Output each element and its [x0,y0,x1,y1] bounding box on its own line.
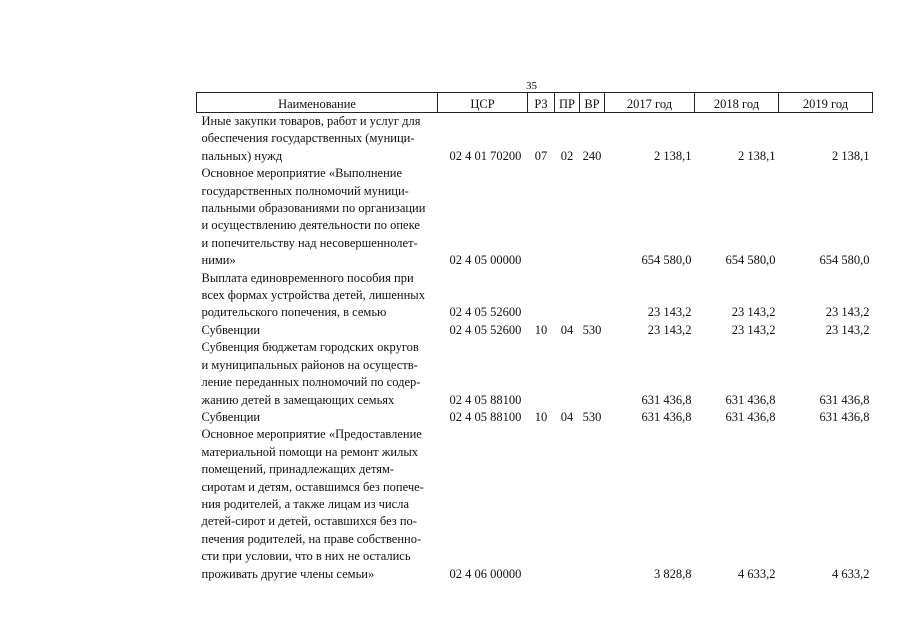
row-value-2019: 631 436,8 [819,392,870,407]
row-value-2017: 631 436,8 [641,392,692,407]
row-rz [528,426,555,583]
row-value-2017: 654 580,0 [641,253,692,268]
row-name-line: сти при условии, что в них не остались [201,549,411,564]
table-row [197,339,873,409]
row-value-2018: 23 143,2 [731,322,776,337]
row-rz: 10 [534,322,548,337]
header-csr: ЦСР [438,93,528,113]
table-row [197,165,873,269]
row-vr [580,270,605,322]
row-csr: 02 4 05 00000 [449,253,522,268]
header-rz: РЗ [528,93,555,113]
row-csr: 02 4 05 88100 [449,392,522,407]
row-name [197,426,438,583]
row-name-line: Иные закупки товаров, работ и услуг для [201,114,421,128]
row-value-2018: 4 633,2 [738,566,776,581]
row-pr [555,165,580,269]
row-vr [580,426,605,583]
row-pr: 04 [560,409,574,424]
row-name-line: сиротам и детям, оставшимся без попече- [201,479,424,494]
header-2019: 2019 год [779,93,873,113]
row-rz: 07 [534,148,548,163]
row-name-line: жанию детей в замещающих семьях [201,392,395,407]
row-rz [528,339,555,409]
row-name-line: помещений, принадлежащих детям- [201,462,395,477]
row-vr: 530 [582,409,602,424]
row-csr: 02 4 05 52600 [449,322,522,337]
row-pr: 02 [560,148,574,163]
budget-table [196,92,873,583]
row-name-line: проживать другие члены семьи» [201,566,375,581]
row-rz: 10 [534,409,548,424]
row-value-2018: 631 436,8 [725,409,776,424]
row-value-2019: 631 436,8 [819,409,870,424]
row-name [197,165,438,269]
row-value-2017: 23 143,2 [647,322,692,337]
row-name-line: Основное мероприятие «Выполнение [201,166,403,181]
row-name-line: пальными образованиями по организации [201,201,426,216]
row-value-2018: 23 143,2 [731,305,776,320]
header-vr: ВР [580,93,605,113]
header-2018: 2018 год [695,93,779,113]
row-rz [528,165,555,269]
row-name-line: и попечительству над несовершеннолет- [201,235,418,250]
row-name-line: и осуществлению деятельности по опеке [201,218,420,233]
row-name-line: ния родителей, а также лицам из числа [201,496,409,511]
row-vr [580,339,605,409]
row-name-line: государственных полномочий муници- [201,183,409,198]
header-pr: ПР [555,93,580,113]
row-value-2019: 4 633,2 [832,566,870,581]
row-csr: 02 4 06 00000 [449,566,522,581]
table-row [197,426,873,583]
row-name-line: пальных) нужд [201,148,283,163]
row-name-line: ление переданных полномочий по содер- [201,375,421,390]
row-vr: 530 [582,322,602,337]
row-name [197,270,438,322]
row-value-2018: 2 138,1 [738,148,776,163]
row-name-line: Субвенции [201,409,261,424]
row-pr: 04 [560,322,574,337]
row-value-2019: 23 143,2 [825,322,870,337]
row-vr [580,165,605,269]
row-value-2019: 654 580,0 [819,253,870,268]
row-value-2019: 2 138,1 [832,148,870,163]
row-name [197,322,438,339]
row-csr: 02 4 01 70200 [449,148,522,163]
table-header-row [197,93,873,113]
row-value-2017: 2 138,1 [654,148,692,163]
row-name-line: родительского попечения, в семью [201,305,387,320]
row-csr: 02 4 05 52600 [449,305,522,320]
row-name-line: материальной помощи на ремонт жилых [201,444,418,459]
row-name-line: детей-сирот и детей, оставшихся без по- [201,514,417,529]
table-row [197,270,873,322]
row-name-line: всех формах устройства детей, лишенных [201,288,425,303]
table-row [197,409,873,426]
row-name-line: ними» [201,253,236,268]
row-pr [555,426,580,583]
page-number: 35 [526,80,537,92]
header-name: Наименование [197,93,438,113]
row-csr: 02 4 05 88100 [449,409,522,424]
row-rz [528,270,555,322]
row-pr [555,339,580,409]
row-name-line: обеспечения государственных (муници- [201,131,415,146]
row-name-line: Субвенция бюджетам городских округов [201,340,419,355]
row-pr [555,270,580,322]
header-2017: 2017 год [605,93,695,113]
row-name-line: Субвенции [201,322,261,337]
row-name [197,113,438,166]
table-row [197,113,873,166]
table-body [197,113,873,583]
table-row [197,322,873,339]
row-vr: 240 [582,148,602,163]
row-value-2018: 654 580,0 [725,253,776,268]
row-name-line: и муниципальных районов на осуществ- [201,357,418,372]
row-name-line: Основное мероприятие «Предоставление [201,427,422,442]
row-value-2017: 23 143,2 [647,305,692,320]
row-name [197,339,438,409]
row-name-line: Выплата единовременного пособия при [201,270,414,285]
row-value-2017: 631 436,8 [641,409,692,424]
row-name-line: печения родителей, на праве собственно- [201,531,422,546]
row-value-2018: 631 436,8 [725,392,776,407]
row-value-2017: 3 828,8 [654,566,692,581]
row-name [197,409,438,426]
row-value-2019: 23 143,2 [825,305,870,320]
